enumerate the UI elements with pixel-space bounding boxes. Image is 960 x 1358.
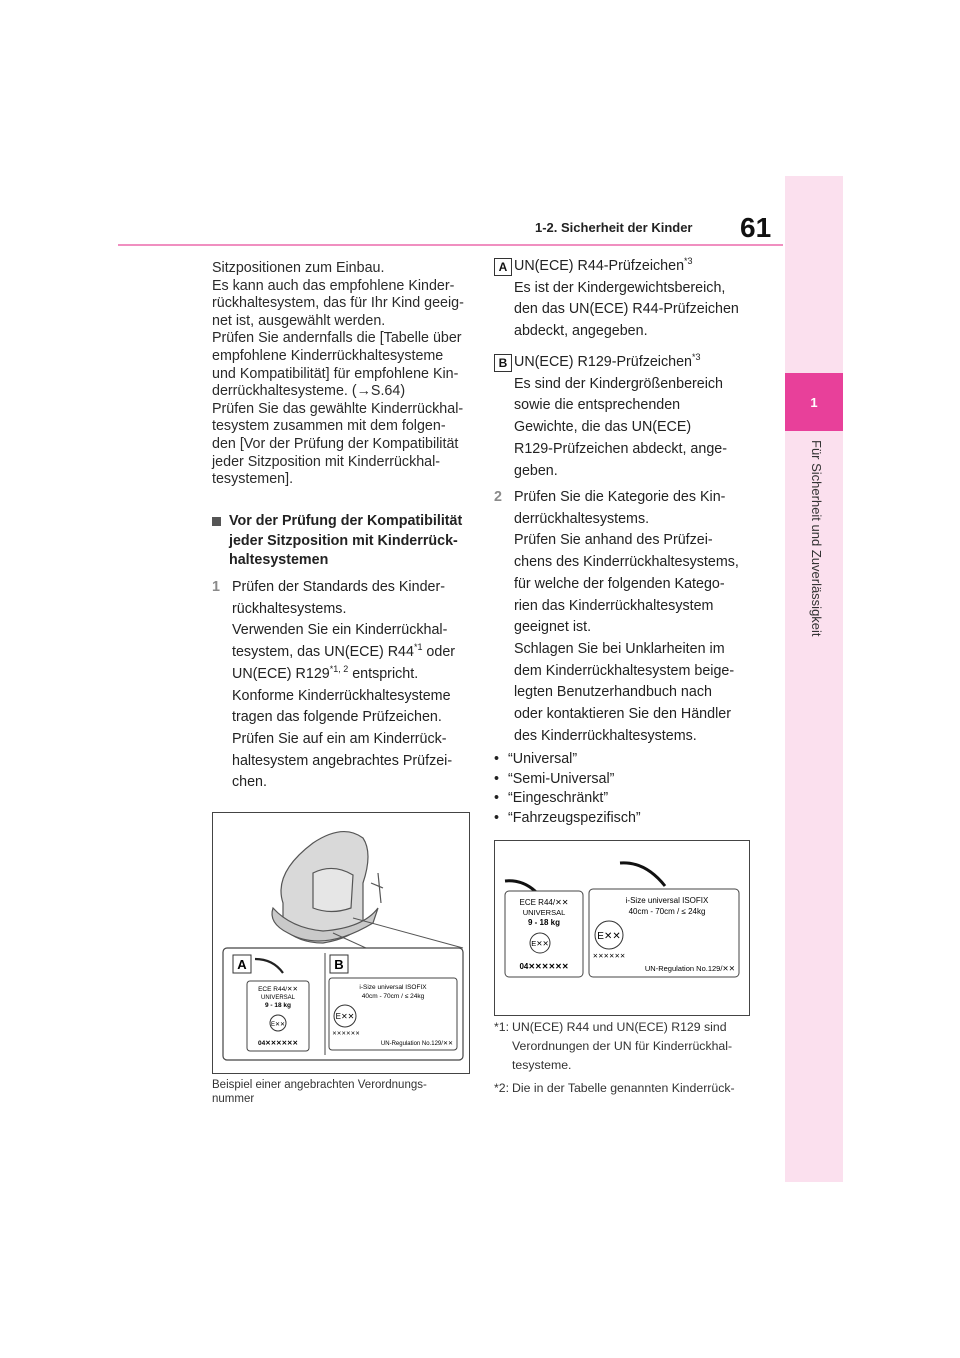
section-title: 1-2. Sicherheit der Kinder bbox=[535, 220, 693, 235]
isize-line1: i-Size universal ISOFIX bbox=[625, 896, 709, 905]
text-line: Prüfen Sie andernfalls die [Tabelle über bbox=[212, 330, 462, 347]
item-title bbox=[514, 256, 754, 278]
ece-code: 04✕✕✕✕✕✕ bbox=[519, 962, 569, 971]
caption-line: nummer bbox=[212, 1093, 255, 1105]
text-line: Prüfen Sie auf ein am Kinderrück- bbox=[232, 730, 447, 747]
text-line: Es sind der Kindergrößenbereich bbox=[514, 375, 724, 392]
footnote-ref: *3 bbox=[684, 256, 693, 267]
text-line: Es ist der Kindergewichtsbereich, bbox=[514, 279, 726, 296]
footnote-key: *1: bbox=[494, 1020, 510, 1034]
label-b: B bbox=[334, 957, 344, 972]
text-line: tesystem zusammen mit dem folgen- bbox=[212, 418, 446, 435]
text-span: UN(ECE) R129 bbox=[232, 665, 330, 682]
text-line: empfohlene Kinderrückhaltesysteme bbox=[212, 347, 444, 364]
isize-line2: 40cm - 70cm / ≤ 24kg bbox=[628, 907, 706, 916]
isize-mark: E✕✕ bbox=[597, 931, 621, 942]
label-a: A bbox=[237, 957, 247, 972]
text-line: UN(ECE) R44 und UN(ECE) R129 sind bbox=[512, 1020, 727, 1034]
child-seat-icon bbox=[272, 832, 383, 943]
isize-line2: 40cm - 70cm / ≤ 24kg bbox=[361, 993, 425, 1000]
arrow-icon bbox=[620, 863, 665, 886]
footnote-ref: *1 bbox=[413, 642, 423, 653]
item-title bbox=[514, 352, 754, 374]
label-a-box: A bbox=[494, 258, 512, 276]
text-line: Prüfen Sie die Kategorie des Kin- bbox=[514, 489, 726, 505]
title-text: UN(ECE) R129-Prüfzeichen bbox=[514, 354, 692, 370]
text-line: tesysteme. bbox=[512, 1058, 572, 1072]
list-item: • “Eingeschränkt” bbox=[494, 789, 754, 809]
category-list bbox=[494, 750, 754, 828]
text-line: für welche der folgenden Katego- bbox=[514, 575, 725, 592]
text-line: rückhaltesystem, das für Ihr Kind geeig- bbox=[212, 295, 464, 312]
footnote-2 bbox=[494, 1079, 759, 1103]
text-line: den das UN(ECE) R44-Prüfzeichen bbox=[514, 301, 739, 318]
text-line: net ist, ausgewählt werden. bbox=[212, 312, 386, 329]
text-line: Schlagen Sie bei Unklarheiten im bbox=[514, 640, 725, 657]
text-line: geeignet ist. bbox=[514, 619, 592, 636]
text-line: jeder Sitzposition mit Kinderrückhal- bbox=[212, 453, 441, 470]
isize-code: ✕✕✕✕✕✕ bbox=[592, 953, 626, 960]
footnote-1 bbox=[494, 1018, 759, 1078]
ece-line3: 9 - 18 kg bbox=[264, 1002, 292, 1009]
text-line: Verordnungen der UN für Kinderrückhal- bbox=[512, 1039, 733, 1053]
ece-line2: UNIVERSAL bbox=[522, 908, 566, 917]
text-line: sowie die entsprechenden bbox=[514, 397, 681, 414]
list-item: • “Semi-Universal” bbox=[494, 770, 754, 790]
footnote-ref: *3 bbox=[691, 352, 701, 363]
footnote-key: *2: bbox=[494, 1081, 510, 1095]
ece-line3: 9 - 18 kg bbox=[527, 918, 561, 927]
ece-line2: UNIVERSAL bbox=[260, 995, 296, 1001]
text-line: den [Vor der Prüfung der Kompatibilität bbox=[212, 435, 459, 452]
item-b bbox=[494, 352, 759, 482]
step-number: 1 bbox=[212, 579, 220, 595]
text-line: chens des Kinderrückhaltesystems, bbox=[514, 554, 739, 571]
section-heading bbox=[212, 512, 474, 572]
list-item: • “Fahrzeugspezifisch” bbox=[494, 809, 754, 829]
child-seat-label-figure bbox=[212, 812, 470, 1074]
text-line: R129-Prüfzeichen abdeckt, ange- bbox=[514, 440, 727, 457]
isize-reg: UN-Regulation No.129/✕✕ bbox=[644, 964, 735, 973]
text-line: rückhaltesystems. bbox=[232, 600, 347, 617]
text-line: Konforme Kinderrückhaltesysteme bbox=[232, 687, 451, 704]
text-line: Prüfen Sie anhand des Prüfzei- bbox=[514, 532, 713, 549]
square-bullet-icon bbox=[212, 517, 221, 526]
text-line page-reference-link[interactable]: derrückhaltesysteme. (→S.64) bbox=[212, 383, 406, 400]
child-seat-illustration bbox=[213, 813, 469, 1073]
isize-reg: UN-Regulation No.129/✕✕ bbox=[380, 1041, 453, 1047]
text-line: abdeckt, angegeben. bbox=[514, 323, 648, 340]
ece-mark: E✕✕ bbox=[270, 1022, 286, 1028]
text-line: Prüfen Sie das gewählte Kinderrückhal- bbox=[212, 400, 464, 417]
isize-code: ✕✕✕✕✕✕ bbox=[332, 1031, 360, 1037]
ece-line1: ECE R44/✕✕ bbox=[258, 986, 298, 993]
chapter-number: 1 bbox=[810, 394, 818, 410]
text-line: Verwenden Sie ein Kinderrückhal- bbox=[232, 622, 448, 639]
isize-line1: i-Size universal ISOFIX bbox=[359, 984, 427, 991]
chapter-tab[interactable] bbox=[785, 373, 843, 431]
text-line: und Kompatibilität] für empfohlene Kin- bbox=[212, 365, 459, 382]
text-line bbox=[232, 664, 472, 686]
page-number: 61 bbox=[740, 212, 772, 243]
text-span: entspricht. bbox=[348, 665, 419, 682]
text-line: rien das Kinderrückhaltesystem bbox=[514, 597, 714, 614]
pointer-line bbox=[353, 918, 463, 948]
header-divider bbox=[118, 244, 783, 246]
text-span: tesystem, das UN(ECE) R44 bbox=[232, 644, 414, 661]
step-2 bbox=[494, 487, 759, 749]
item-a bbox=[494, 256, 759, 346]
heading-line: jeder Sitzposition mit Kinderrück- bbox=[229, 532, 458, 549]
list-item: • “Universal” bbox=[494, 750, 754, 770]
intro-paragraph bbox=[212, 260, 474, 489]
text-span: oder bbox=[422, 644, 456, 661]
title-text: UN(ECE) R44-Prüfzeichen bbox=[514, 258, 685, 274]
ece-mark: E✕✕ bbox=[531, 939, 549, 948]
text-line: derrückhaltesystems. bbox=[514, 510, 650, 527]
text-line: tragen das folgende Prüfzeichen. bbox=[232, 709, 442, 726]
step-1 bbox=[212, 577, 474, 797]
ece-code: 04✕✕✕✕✕✕ bbox=[258, 1040, 298, 1047]
caption-line: Beispiel einer angebrachten Verordnungs- bbox=[212, 1079, 427, 1091]
ece-line1: ECE R44/✕✕ bbox=[519, 898, 569, 907]
text-line: geben. bbox=[514, 462, 558, 479]
text-line: chen. bbox=[232, 774, 267, 791]
chapter-title: Für Sicherheit und Zuverlässigkeit bbox=[809, 440, 824, 637]
text-line: haltesystem angebrachtes Prüfzei- bbox=[232, 752, 453, 769]
approval-marks-figure bbox=[494, 840, 750, 1016]
text-line: Die in der Tabelle genannten Kinderrück- bbox=[512, 1081, 735, 1095]
text-line: dem Kinderrückhaltesystem beige- bbox=[514, 662, 735, 679]
text-line: Es kann auch das empfohlene Kinder- bbox=[212, 277, 455, 294]
footnote-ref: *1, 2 bbox=[329, 664, 349, 675]
heading-line: haltesystemen bbox=[229, 552, 329, 568]
step-number: 2 bbox=[494, 489, 502, 505]
text-line: Prüfen der Standards des Kinder- bbox=[232, 579, 445, 595]
text-line: Gewichte, die das UN(ECE) bbox=[514, 419, 692, 436]
isize-mark: E✕✕ bbox=[335, 1012, 355, 1021]
label-b-box: B bbox=[494, 354, 512, 372]
text-line: oder kontaktieren Sie den Händler bbox=[514, 706, 731, 723]
text-line: legten Benutzerhandbuch nach bbox=[514, 684, 712, 701]
figure-caption bbox=[212, 1078, 472, 1106]
heading-line: Vor der Prüfung der Kompatibilität bbox=[229, 513, 463, 529]
text-line: des Kinderrückhaltesystems. bbox=[514, 727, 697, 744]
text-line bbox=[232, 642, 472, 664]
text-line: tesystemen]. bbox=[212, 471, 294, 488]
approval-marks-illustration bbox=[495, 841, 749, 1015]
text-line: Sitzpositionen zum Einbau. bbox=[212, 260, 385, 276]
